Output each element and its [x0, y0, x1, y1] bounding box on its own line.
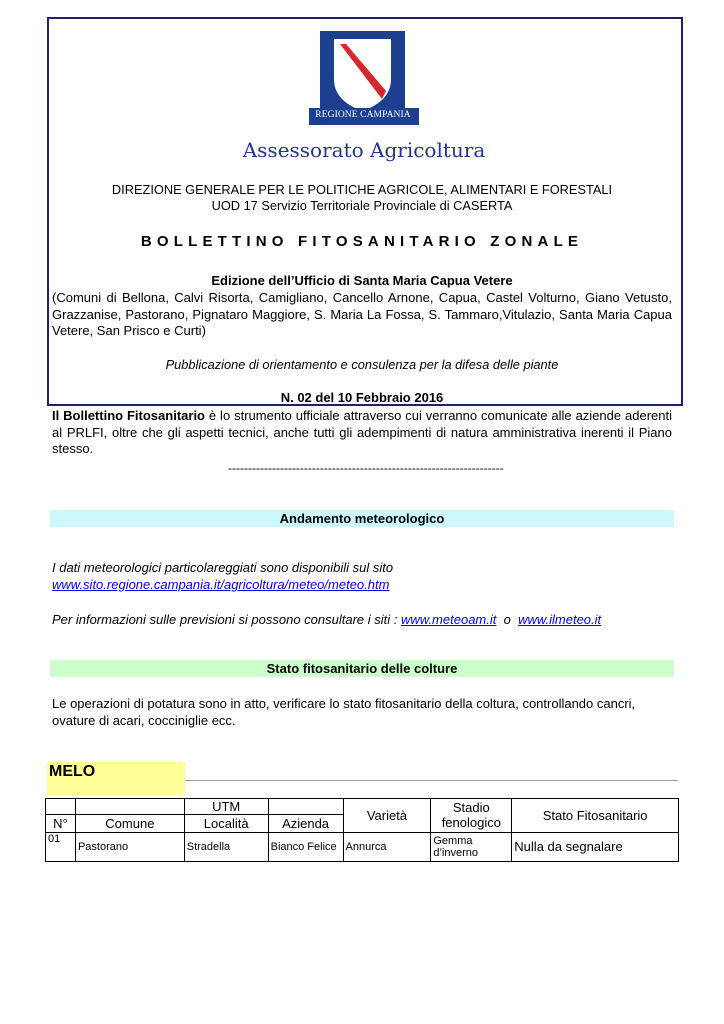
- ilmeteo-link[interactable]: www.ilmeteo.it: [518, 612, 602, 627]
- cell-stato: Nulla da segnalare: [512, 832, 679, 861]
- header-localita: Località: [184, 815, 268, 832]
- direzione-line-1: DIREZIONE GENERALE PER LE POLITICHE AGRICOLE, ALIMENTARI E FORESTALI: [111, 182, 613, 197]
- pubblicazione-note: Pubblicazione di orientamento e consulenza per la difesa delle piante: [165, 357, 559, 372]
- crop-title-melo: MELO: [49, 763, 96, 780]
- cell-comune: Pastorano: [75, 832, 184, 861]
- intro-text: è lo strumento ufficiale attraverso cui verranno comunicate alle aziende aderenti al PRLFI, oltre che gli aspetti tecnici, anche tutti gli adempimenti di natura amministrativa inerenti il Piano stesso.: [52, 408, 673, 456]
- stato-section-heading: Stato fitosanitario delle colture: [50, 660, 674, 677]
- cell-varieta: Annurca: [343, 832, 431, 861]
- cell-azienda: Bianco Felice: [268, 832, 343, 861]
- header-stato: Stato Fitosanitario: [512, 799, 679, 833]
- direzione-block: [48, 182, 676, 214]
- table-header-row: [46, 799, 679, 815]
- cell-stadio: Gemma d’inverno: [431, 832, 512, 861]
- melo-underline: [185, 780, 678, 781]
- stato-paragraph: Le operazioni di potatura sono in atto, verificare lo stato fitosanitario della coltura, controllando cancri, ovature di acari, cocciniglie ecc.: [52, 696, 636, 728]
- header-cell-empty: [268, 799, 343, 815]
- header-utm: UTM: [184, 799, 268, 815]
- meteoam-link[interactable]: www.meteoam.it: [401, 612, 497, 627]
- meteo-info-text: I dati meteorologici particolareggiati sono disponibili sul sito: [52, 560, 394, 575]
- comuni-list: (Comuni di Bellona, Calvi Risorta, Camigliano, Cancello Arnone, Capua, Castel Volturno, Giano Vetusto, Grazzanise, Pastorano, Pignataro Maggiore, S. Maria La Fossa, S. Tammaro,Vitulazio, Santa Maria Capua Vetere, San Prisco e Curti): [52, 290, 672, 338]
- header-azienda: Azienda: [268, 815, 343, 832]
- intro-bold: Il Bollettino Fitosanitario: [52, 408, 205, 423]
- cell-localita: Stradella: [184, 832, 268, 861]
- header-cell-empty: [46, 799, 76, 815]
- cell-n: 01: [46, 832, 76, 861]
- header-stadio: Stadio fenologico: [431, 799, 512, 833]
- link-separator: o: [496, 612, 519, 627]
- regione-campania-logo: [320, 31, 405, 117]
- header-comune: Comune: [75, 815, 184, 832]
- edizione-heading: Edizione dell’Ufficio di Santa Maria Capua Vetere: [211, 273, 513, 288]
- separator-dashes: ---------------------------------------------------------------------: [228, 461, 504, 475]
- page-title: BOLLETTINO FITOSANITARIO ZONALE: [140, 233, 584, 250]
- assessorato-title: Assessorato Agricoltura: [242, 138, 486, 162]
- meteo-section-heading: Andamento meteorologico: [50, 510, 674, 527]
- header-cell-empty: [75, 799, 184, 815]
- melo-table: [45, 798, 679, 862]
- header-varieta: Varietà: [343, 799, 431, 833]
- direzione-line-2: UOD 17 Servizio Territoriale Provinciale di CASERTA: [211, 198, 513, 213]
- meteo-regione-link[interactable]: www.sito.regione.campania.it/agricoltura/meteo/meteo.htm: [52, 577, 390, 592]
- meteo-forecast-line: [52, 612, 601, 627]
- logo-label: REGIONE CAMPANIA: [315, 110, 411, 120]
- meteo-forecast-text: Per informazioni sulle previsioni si possono consultare i siti :: [52, 612, 401, 627]
- header-n: N°: [46, 815, 76, 832]
- issue-number: N. 02 del 10 Febbraio 2016: [280, 390, 444, 405]
- table-row: [46, 832, 679, 861]
- intro-paragraph: [52, 408, 672, 458]
